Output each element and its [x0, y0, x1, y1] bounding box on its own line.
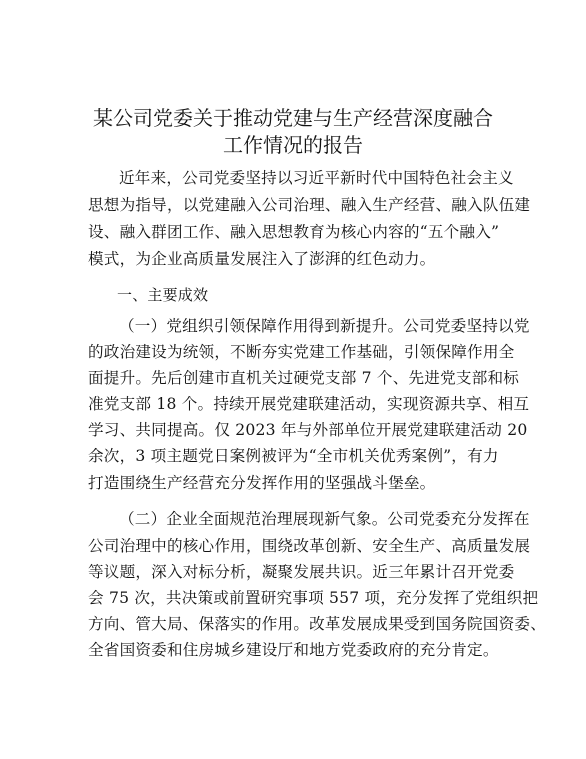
para1-line: 准党支部 18 个。持续开展党建联建活动，实现资源共享、相互 [88, 395, 530, 413]
section-heading: 一、主要成效 [117, 286, 209, 304]
para1-line: 的政治建设为统领，不断夯实党建工作基础，引领保障作用全 [88, 343, 515, 361]
document-title-line-1: 某公司党委关于推动党建与生产经营深度融合 [93, 106, 493, 130]
para2-line: 公司治理中的核心作用，围绕改革创新、安全生产、高质量发展 [88, 537, 531, 555]
para1-line: 学习、共同提高。仅 2023 年与外部单位开展党建联建活动 20 [88, 421, 528, 439]
para1-line: 面提升。先后创建市直机关过硬党支部 7 个、先进党支部和标 [88, 369, 520, 387]
intro-line: 设、融入群团工作、融入思想教育为核心内容的“五个融入” [88, 223, 500, 241]
para1-line: （一）党组织引领保障作用得到新提升。公司党委坚持以党 [119, 317, 530, 335]
para1-line: 余次，3 项主题党日案例被评为“全市机关优秀案例”，有力 [88, 447, 499, 465]
intro-line: 模式，为企业高质量发展注入了澎湃的红色动力。 [88, 250, 436, 268]
para2-line: （二）企业全面规范治理展现新气象。公司党委充分发挥在 [119, 510, 530, 528]
para2-line: 全省国资委和住房城乡建设厅和地方党委政府的充分肯定。 [88, 641, 499, 659]
intro-line: 思想为指导，以党建融入公司治理、融入生产经营、融入队伍建 [88, 196, 531, 214]
para2-line: 方向、管大局、保落实的作用。改革发展成果受到国务院国资委、 [88, 615, 547, 633]
para1-line: 打造围绕生产经营充分发挥作用的坚强战斗堡垒。 [88, 474, 436, 492]
para2-line: 会 75 次，共决策或前置研究事项 557 项，充分发挥了党组织把 [88, 589, 539, 607]
intro-line: 近年来，公司党委坚持以习近平新时代中国特色社会主义 [119, 169, 514, 187]
document-title-line-2: 工作情况的报告 [223, 133, 363, 157]
para2-line: 等议题，深入对标分析，凝聚发展共识。近三年累计召开党委 [88, 563, 515, 581]
